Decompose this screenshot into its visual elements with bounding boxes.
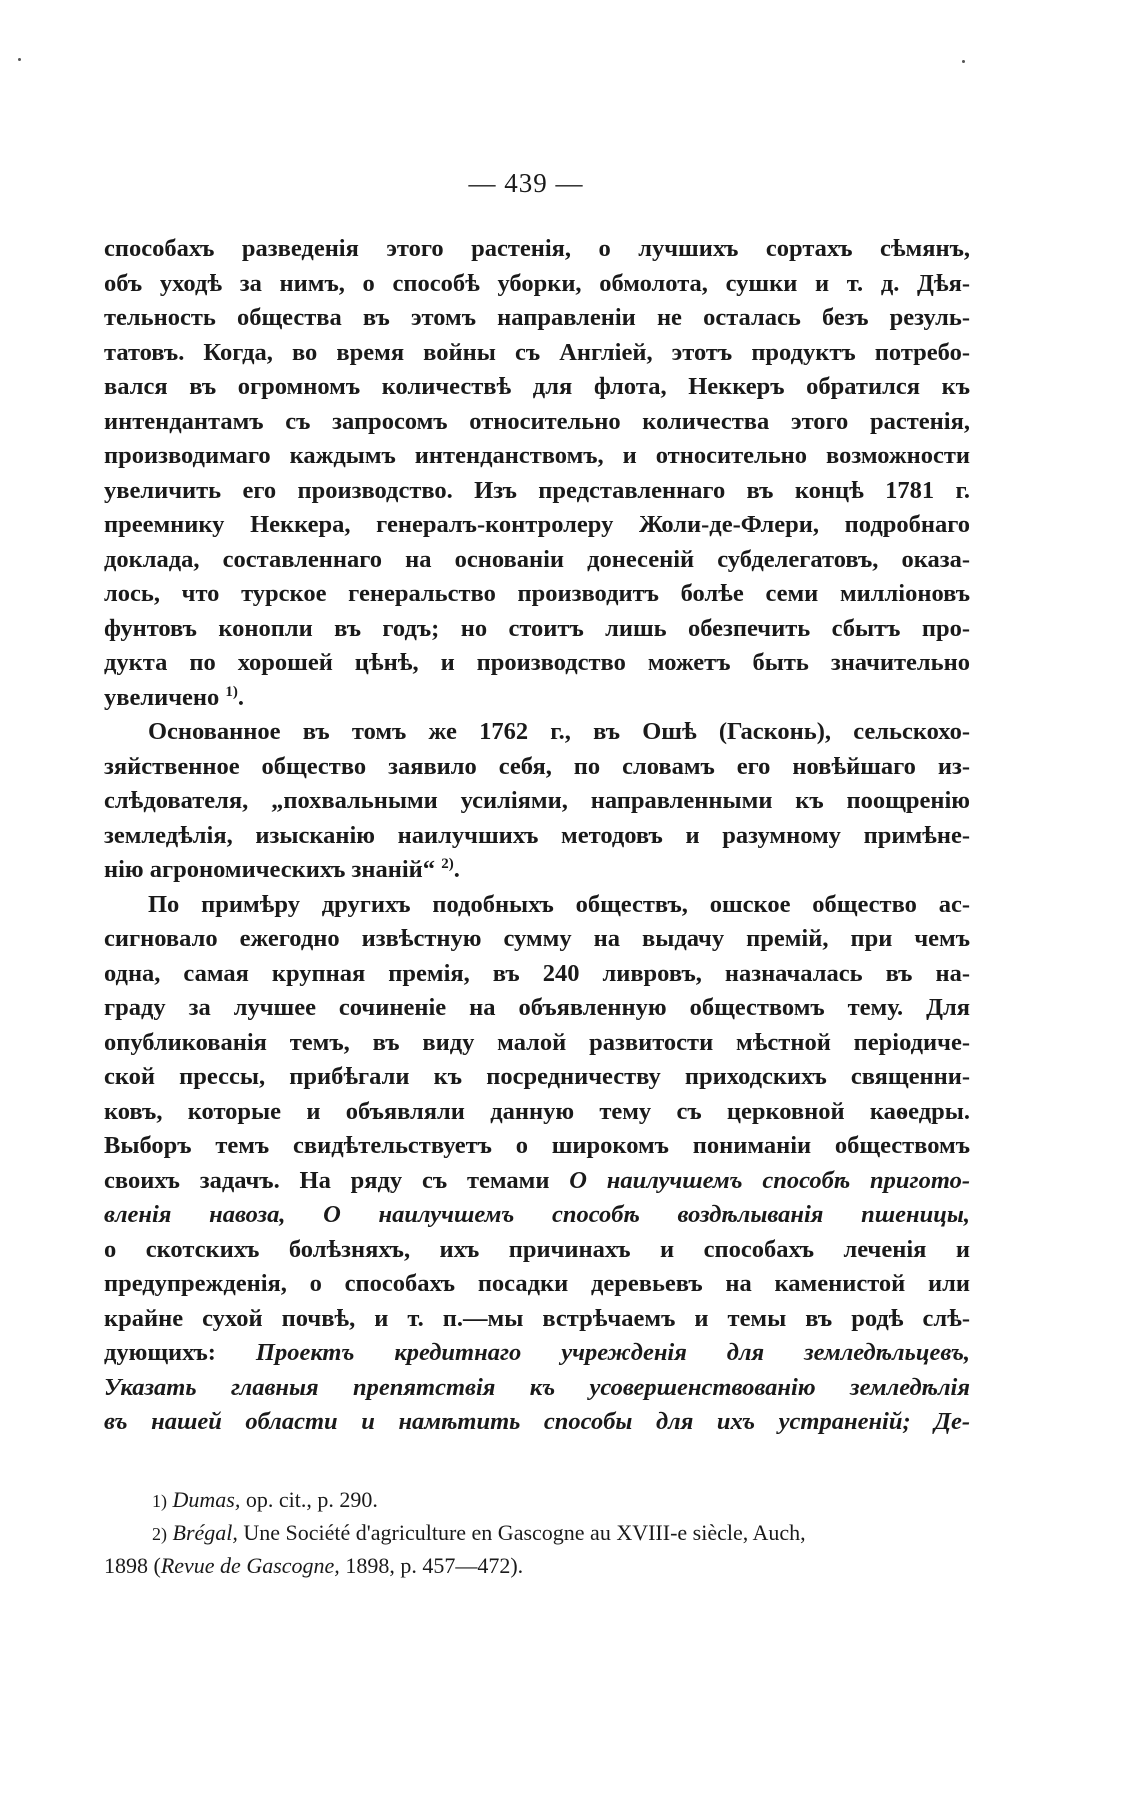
text-line: граду за лучшее сочиненіе на объявленную обществомъ тему. Для: [104, 994, 970, 1021]
text-line: опубликованія темъ, въ виду малой развитости мѣстной періодиче-: [104, 1028, 970, 1056]
footnote-ref: 1): [225, 683, 238, 700]
text-line: преемнику Неккера, генералъ-контролеру Жоли-де-Флери, подробнаго: [104, 511, 970, 538]
footnote-journal: Revue de Gascogne,: [160, 1553, 340, 1578]
text-line: [104, 1405, 970, 1440]
text-line: Основанное въ томъ же 1762 г., въ Ошѣ (Гасконь), сельскохо-: [148, 718, 970, 745]
text-line: По примѣру другихъ подобныхъ обществъ, ошское общество ас-: [148, 890, 970, 918]
text-line: увеличить его производство. Изъ представленнаго въ концѣ 1781 г.: [104, 476, 970, 504]
italic-text: О наилучшемъ способѣ пригото-: [569, 1166, 970, 1194]
text-fragment: дующихъ:: [104, 1339, 256, 1366]
text-line: [104, 1198, 970, 1233]
italic-text: Проектъ кредитнаго учрежденія для земледѣльцевъ,: [255, 1339, 970, 1366]
text-line: производимаго каждымъ интенданствомъ, и относительно возможности: [104, 442, 970, 469]
text-line: Выборъ темъ свидѣтельствуетъ о широкомъ пониманіи обществомъ: [104, 1132, 970, 1159]
text-line: [104, 1164, 970, 1199]
footnote-2-continuation: [104, 1550, 970, 1582]
footnote-text: op. cit., p. 290.: [240, 1487, 378, 1512]
body-text: [104, 232, 970, 1440]
text-line: фунтовъ конопли въ годъ; но стоитъ лишь обезпечить сбытъ про-: [104, 614, 970, 642]
footnote-text: 1898 (: [104, 1553, 161, 1578]
text-line: земледѣлія, изысканію наилучшихъ методовъ и разумному примѣне-: [104, 821, 970, 849]
footnote-1: [104, 1484, 970, 1517]
text-fragment: нію агрономическихъ знаній“: [104, 856, 436, 883]
italic-text: въ нашей области и намѣтить способы для ихъ устраненій;: [104, 1408, 911, 1435]
italic-text: вленія навоза, О наилучшемъ способѣ воздѣлыванія пшеницы,: [104, 1201, 970, 1228]
text-line: способахъ разведенія этого растенія, о лучшихъ сортахъ сѣмянъ,: [104, 235, 970, 262]
footnote-number: 1): [152, 1491, 167, 1511]
paragraph-3: [104, 888, 970, 1440]
italic-text: Указать главныя препятствія къ усовершенствованію земледѣлія: [104, 1373, 970, 1401]
text-line: слѣдователя, „похвальными усиліями, направленными къ поощренію: [104, 787, 970, 814]
text-line: доклада, составленнаго на основаніи донесеній субделегатовъ, оказа-: [104, 545, 970, 573]
text-line: нію агрономическихъ знаній“ $^{2)}$.: [104, 855, 460, 883]
footnote-text: 1898, p. 457—472).: [339, 1553, 524, 1578]
text-line: лось, что турское генеральство производитъ болѣе семи милліоновъ: [104, 580, 970, 607]
footnote-author: Brégal,: [172, 1520, 238, 1545]
text-line: увеличено $^{1)}$.: [104, 683, 245, 711]
text-fragment: [911, 1408, 935, 1435]
footnote-number: 2): [152, 1524, 167, 1544]
footnote-2: [104, 1517, 970, 1550]
page-number: — 439 —: [468, 168, 584, 198]
scan-speck: [18, 58, 21, 61]
footnotes: [104, 1484, 970, 1582]
text-line: зяйственное общество заявило себя, по словамъ его новѣйшаго из-: [104, 752, 970, 780]
text-line: крайне сухой почвѣ, и т. п.—мы встрѣчаемъ и темы въ родѣ слѣ-: [104, 1304, 970, 1332]
paragraph-2: [104, 715, 970, 888]
text-line: о скотскихъ болѣзняхъ, ихъ причинахъ и способахъ леченія и: [104, 1235, 970, 1263]
footnote-ref: 2): [441, 855, 454, 872]
scan-speck: [962, 60, 965, 63]
text-line: ской прессы, прибѣгали къ посредничеству приходскихъ священни-: [104, 1063, 970, 1090]
footnote-text: Une Société d'agriculture en Gascogne au XVIII-e siècle, Auch,: [237, 1520, 806, 1545]
text-fragment: своихъ задачъ. На ряду съ темами: [104, 1166, 570, 1194]
text-line: интендантамъ съ запросомъ относительно количества этого растенія,: [104, 407, 970, 435]
text-line: татовъ. Когда, во время войны съ Англіей, этотъ продуктъ потребо-: [104, 338, 970, 366]
text-line: объ уходѣ за нимъ, о способѣ уборки, обмолота, сушки и т. д. Дѣя-: [104, 269, 970, 297]
text-line: ковъ, которые и объявляли данную тему съ церковной каѳедры.: [104, 1097, 970, 1125]
text-line: вался въ огромномъ количествѣ для флота, Неккеръ обратился къ: [104, 373, 970, 400]
text-line: [104, 1371, 970, 1406]
text-line: [104, 1336, 970, 1371]
text-line: одна, самая крупная премія, въ 240 ливровъ, назначалась въ на-: [104, 959, 970, 987]
text-line: сигновало ежегодно извѣстную сумму на выдачу премій, при чемъ: [104, 925, 970, 952]
text-line: предупрежденія, о способахъ посадки деревьевъ на каменистой или: [104, 1270, 970, 1297]
text-line: тельность общества въ этомъ направленіи не осталась безъ резуль-: [104, 304, 970, 331]
italic-text: Де-: [934, 1408, 970, 1435]
text-fragment: увеличено: [104, 683, 220, 711]
text-line: дукта по хорошей цѣнѣ, и производство можетъ быть значительно: [104, 649, 970, 676]
paragraph-1: [104, 232, 970, 715]
footnote-author: Dumas,: [172, 1487, 241, 1512]
